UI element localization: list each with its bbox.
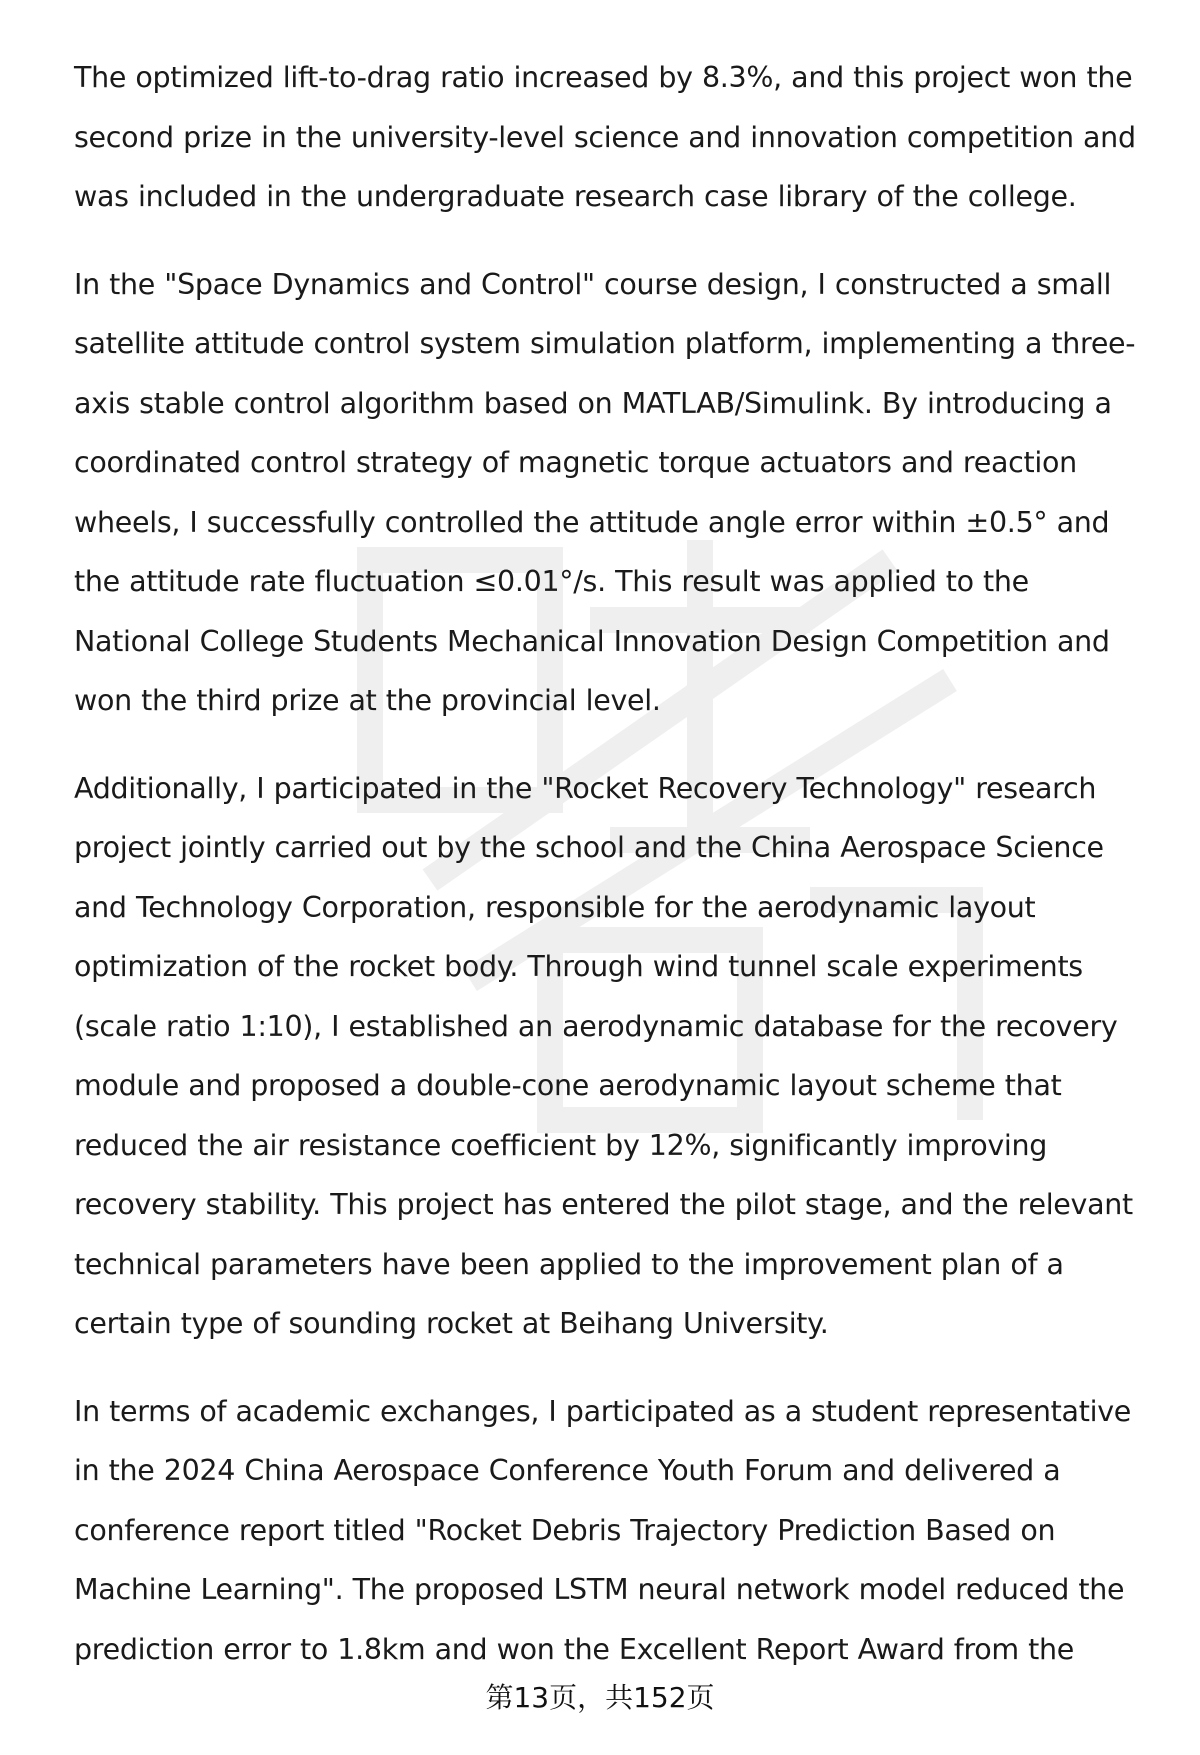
paragraph-1: The optimized lift-to-drag ratio increased by 8.3%, and this project won the second prize in the university-level science and innovation competition and was included in the undergraduate research case library of the college. — [74, 61, 1136, 213]
paragraph-3: Additionally, I participated in the "Rocket Recovery Technology" research project jointly carried out by the school and the China Aerospace Science and Technology Corporation, responsible for the aerodynamic layout optimization of the rocket body. Through wind tunnel scale experiments (scale ratio 1:10), I established an aerodynamic database for the recovery module and proposed a double-cone aerodynamic layout scheme that reduced the air resistance coefficient by 12%, significantly improving recovery stability. This project has entered the pilot stage, and the relevant technical parameters have been applied to the improvement plan of a certain type of sounding rocket at Beihang University. — [74, 771, 1133, 1340]
paragraph-4: In terms of academic exchanges, I participated as a student representative in the 2024 China Aerospace Conference Youth Forum and delivered a conference report titled "Rocket Debris Trajectory Prediction Based on Machine Learning". The proposed LSTM neural network model reduced the prediction error to 1.8km and won the Excellent Report Award from the — [74, 1394, 1131, 1666]
paragraph-2: In the "Space Dynamics and Control" course design, I constructed a small satellite attitude control system simulation platform, implementing a three-axis stable control algorithm based on MATLAB/Simulink. By introducing a coordinated control strategy of magnetic torque actuators and reaction wheels, I successfully controlled the attitude angle error within ±0.5° and the attitude rate fluctuation ≤0.01°/s. This result was applied to the National College Students Mechanical Innovation Design Competition and won the third prize at the provincial level. — [74, 267, 1136, 717]
document-page — [74, 48, 1154, 1707]
page-number: 第13页，共152页 — [485, 1681, 715, 1714]
